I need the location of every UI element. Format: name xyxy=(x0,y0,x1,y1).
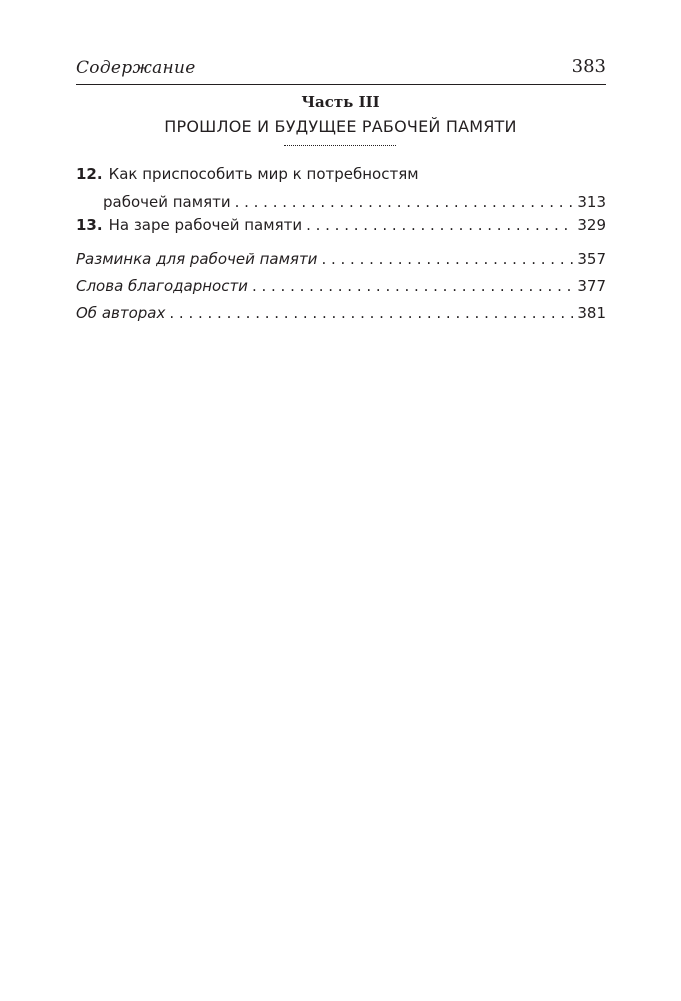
running-header xyxy=(76,54,606,85)
part-label: Часть III xyxy=(301,93,380,111)
section-page: 377 xyxy=(577,277,606,295)
toc-entry-warmup[interactable] xyxy=(76,249,606,269)
chapter-page: 313 xyxy=(577,193,606,211)
section-page: 357 xyxy=(577,250,606,268)
chapter-title: На заре рабочей памяти xyxy=(108,216,303,234)
section-page: 381 xyxy=(577,304,606,322)
page-number: 383 xyxy=(571,56,606,77)
toc-entry-chapter-13[interactable] xyxy=(76,215,606,235)
chapter-number: 12. xyxy=(76,165,103,183)
running-header-title: Содержание xyxy=(76,58,196,78)
toc-entry-acknowledgements[interactable] xyxy=(76,276,606,296)
toc-line xyxy=(76,164,606,184)
part-title: ПРОШЛОЕ И БУДУЩЕЕ РАБОЧЕЙ ПАМЯТИ xyxy=(164,117,517,136)
chapter-page: 329 xyxy=(577,216,606,234)
toc-line xyxy=(76,192,606,212)
part-divider xyxy=(284,145,396,146)
dot-leader xyxy=(321,249,573,269)
dot-leader xyxy=(252,276,573,296)
dot-leader xyxy=(169,303,573,323)
chapter-title: Как приспособить мир к потребностям xyxy=(108,165,419,183)
toc-entry-chapter-12[interactable] xyxy=(76,164,606,212)
dot-leader xyxy=(306,215,573,235)
section-title: Разминка для рабочей памяти xyxy=(76,250,318,268)
toc-line xyxy=(76,249,606,269)
chapter-number: 13. xyxy=(76,216,103,234)
section-title: Об авторах xyxy=(76,304,166,322)
toc-line xyxy=(76,303,606,323)
toc-line xyxy=(76,276,606,296)
dot-leader xyxy=(235,192,574,212)
toc-line xyxy=(76,215,606,235)
chapter-title-continued: рабочей памяти xyxy=(103,193,231,211)
toc-entry-about-authors[interactable] xyxy=(76,303,606,323)
section-title: Слова благодарности xyxy=(76,277,248,295)
